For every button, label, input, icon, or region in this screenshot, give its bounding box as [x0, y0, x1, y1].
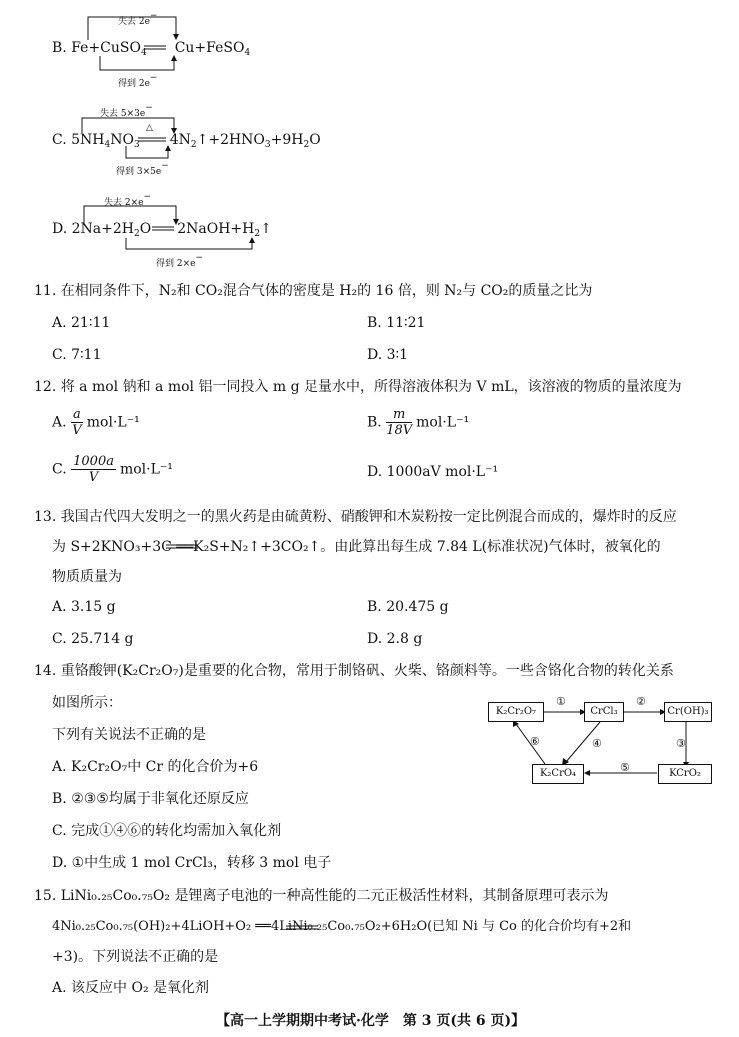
step-5-label: ⑤ [620, 761, 630, 774]
q11-option-c: C. 7∶11 [52, 347, 102, 363]
q10c-heat-symbol: △ [146, 123, 153, 133]
q12-option-b: B. $\frac{m}{18V}$ mol·L⁻¹ [367, 407, 470, 438]
q11-option-d: D. 3∶1 [367, 347, 409, 363]
q10c-lose-label: 失去 5×3e− [100, 103, 153, 119]
q10d-gain-label: 得到 2×e− [156, 253, 204, 269]
node-k2cr2o7: K₂Cr₂O₇ [488, 702, 544, 722]
q11-option-a: A. 21∶11 [52, 315, 111, 331]
q10d-lose-label: 失去 2×e− [104, 192, 152, 208]
step-3-label: ③ [676, 737, 686, 750]
q12-option-c: C. $\frac{1000a}{V}$ mol·L⁻¹ [52, 454, 173, 485]
q13-line-3: 物质质量为 [52, 569, 122, 585]
step-1-label: ① [556, 695, 566, 708]
node-kcro2: KCrO₂ [658, 764, 712, 784]
q10c-equation: C. $5NH_4NO_3$ $4N_2↑+2HNO_3+9H_2O$ [52, 132, 321, 150]
q12-option-a: A. $\frac{a}{V}$ mol·L⁻¹ [52, 407, 140, 438]
q13-option-b: B. 20.475 g [367, 599, 449, 615]
q12-option-d: D. 1000aV mol·L⁻¹ [367, 464, 499, 480]
q13-option-d: D. 2.8 g [367, 631, 423, 647]
q14-line-3: 下列有关说法不正确的是 [52, 727, 206, 743]
q14-option-b: B. ②③⑤均属于非氧化还原反应 [52, 791, 249, 807]
q14-line-2: 如图所示： [52, 695, 122, 711]
page-footer: 【高一上学期期中考试·化学 第 3 页(共 6 页)】 [216, 1013, 526, 1029]
q15-line-3: +3)。下列说法不正确的是 [52, 949, 219, 965]
q10b-gain-label: 得到 2e− [118, 73, 158, 89]
q14-option-c: C. 完成①④⑥的转化均需加入氧化剂 [52, 823, 282, 839]
q15-option-a: A. 该反应中 O₂ 是氧化剂 [52, 980, 210, 996]
q11-option-b: B. 11∶21 [367, 315, 426, 331]
q13-option-a: A. 3.15 g [52, 599, 116, 615]
node-croh3: Cr(OH)₃ [664, 702, 712, 722]
q13-line-1: 13. 我国古代四大发明之一的黑火药是由硫黄粉、硝酸钾和木炭粉按一定比例混合而成的，爆炸时的反应 [34, 509, 677, 525]
step-2-label: ② [636, 695, 646, 708]
q10b-equation: B. Fe+CuSO$_4$ Cu+FeSO$_4$ [52, 40, 251, 58]
q13-line-2: 为 S+2KNO₃+3C ══K₂S+N₂↑+3CO₂↑。由此算出每生成 7.84 L(标准状况)气体时，被氧化的 [52, 539, 661, 555]
node-k2cro4: K₂CrO₄ [532, 764, 584, 784]
q15-line-1: 15. LiNi₀.₂₅Co₀.₇₅O₂ 是锂离子电池的一种高性能的二元正极活性材料，其制备原理可表示为 [34, 888, 609, 904]
q12-stem: 12. 将 a mol 钠和 a mol 铝一同投入 m g 足量水中，所得溶液体积为 V mL，该溶液的物质的量浓度为 [34, 379, 682, 395]
q10b-lose-label: 失去 2e− [118, 11, 158, 27]
q10d-equation: D. $2Na+2H_2O$ $2NaOH+H_2↑$ [52, 221, 272, 239]
q11-stem: 11. 在相同条件下，N₂和 CO₂混合气体的密度是 H₂的 16 倍，则 N₂与 CO₂的质量之比为 [34, 283, 593, 299]
step-6-label: ⑥ [530, 735, 540, 748]
q10c-gain-label: 得到 3×5e− [116, 161, 169, 177]
q14-line-1: 14. 重铬酸钾(K₂Cr₂O₇)是重要的化合物，常用于制铬矾、火柴、铬颜料等。一些含铬化合物的转化关系 [34, 663, 674, 679]
q14-option-d: D. ①中生成 1 mol CrCl₃，转移 3 mol 电子 [52, 855, 332, 871]
node-crcl3: CrCl₃ [584, 702, 624, 722]
q14-option-a: A. K₂Cr₂O₇中 Cr 的化合价为+6 [52, 759, 259, 775]
q15-line-2: 4Ni₀.₂₅Co₀.₇₅(OH)₂+4LiOH+O₂ ══4LiNi₀.₂₅Co₀.₇₅O₂+6H₂O(已知 Ni 与 Co 的化合价均有+2和 [52, 919, 632, 934]
q13-option-c: C. 25.714 g [52, 631, 134, 647]
step-4-label: ④ [592, 737, 602, 750]
